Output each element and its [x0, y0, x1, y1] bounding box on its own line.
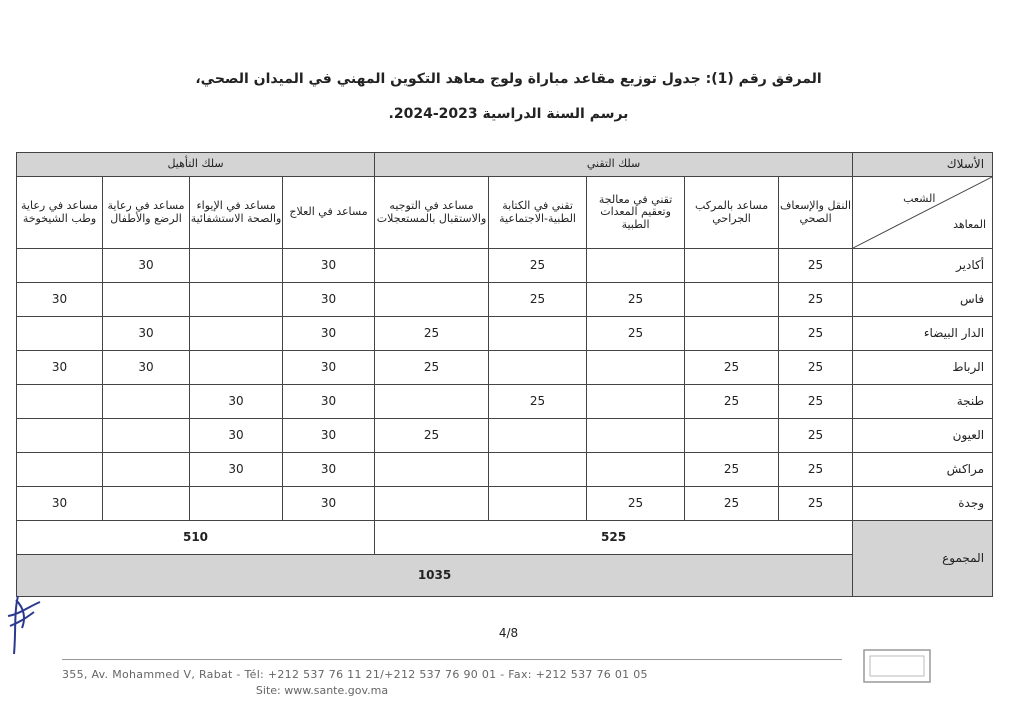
footer-site: Site: www.sante.gov.ma [255, 684, 389, 697]
seat-count-cell: 25 [375, 351, 489, 385]
footer-divider [62, 659, 842, 660]
column-header: مساعد في رعاية الرضع والأطفال [103, 177, 190, 249]
seat-count-cell: 25 [685, 453, 779, 487]
seat-count-cell [685, 419, 779, 453]
branches-institutes-corner [853, 177, 993, 249]
seat-count-cell: 30 [17, 487, 103, 521]
document-subtitle: برسم السنة الدراسية 2023-2024. [388, 106, 629, 122]
seat-count-cell: 25 [779, 317, 853, 351]
seat-count-cell [587, 419, 685, 453]
seat-count-cell: 25 [779, 419, 853, 453]
seat-count-cell: 30 [283, 419, 375, 453]
seat-count-cell [190, 487, 283, 521]
seat-count-cell: 25 [779, 385, 853, 419]
column-header: تقني في معالجة وتعقيم المعدات الطبية [587, 177, 685, 249]
column-header: مساعد في العلاج [283, 177, 375, 249]
seat-count-cell [587, 351, 685, 385]
column-header: مساعد في التوجيه والاستقبال بالمستعجلات [375, 177, 489, 249]
seat-count-cell [17, 249, 103, 283]
subtotal-row [17, 521, 993, 555]
institute-name: مراكش [853, 453, 993, 487]
corps-header: الأسلاك [853, 153, 993, 177]
header-row-branches [17, 177, 993, 249]
institute-name: أكادير [853, 249, 993, 283]
seat-count-cell [103, 283, 190, 317]
table-row [17, 351, 993, 385]
table-row [17, 283, 993, 317]
seat-count-cell: 30 [103, 317, 190, 351]
seat-count-cell [587, 249, 685, 283]
qualification-total: 510 [17, 521, 375, 555]
seat-count-cell [587, 453, 685, 487]
seat-count-cell: 25 [587, 317, 685, 351]
seat-count-cell [375, 453, 489, 487]
table-row [17, 249, 993, 283]
seat-count-cell [587, 385, 685, 419]
seat-distribution-table [16, 152, 993, 597]
seat-count-cell: 25 [779, 487, 853, 521]
document-title: المرفق رقم (1): جدول توزيع مقاعد مباراة ولوج معاهد التكوين المهني في الميدان الصحي، [195, 71, 822, 87]
seat-count-cell: 25 [779, 351, 853, 385]
seat-count-cell: 25 [489, 283, 587, 317]
seat-count-cell: 30 [17, 351, 103, 385]
seat-count-cell: 25 [587, 283, 685, 317]
table-row [17, 385, 993, 419]
institute-name: طنجة [853, 385, 993, 419]
seat-count-cell: 30 [283, 283, 375, 317]
seat-count-cell: 30 [283, 351, 375, 385]
seat-count-cell: 25 [489, 249, 587, 283]
column-header: النقل والإسعاف الصحي [779, 177, 853, 249]
seat-count-cell: 25 [779, 283, 853, 317]
seat-count-cell [375, 283, 489, 317]
institute-name: الرباط [853, 351, 993, 385]
column-header: مساعد في رعاية وطب الشيخوخة [17, 177, 103, 249]
seat-count-cell: 25 [685, 487, 779, 521]
table-row [17, 317, 993, 351]
grand-total: 1035 [17, 555, 853, 597]
seat-count-cell [17, 385, 103, 419]
signature-mark [4, 592, 44, 656]
seat-count-cell [489, 351, 587, 385]
branches-label: الشعب [903, 192, 936, 205]
column-header: مساعد في الإيواء والصحة الاستشفائية [190, 177, 283, 249]
footer-address: 355, Av. Mohammed V, Rabat - Tél: +212 537 76 11 21/+212 537 76 90 01 - Fax: +212 537 76 01 05 [62, 668, 648, 681]
seat-count-cell: 25 [375, 317, 489, 351]
seat-count-cell: 30 [103, 249, 190, 283]
seat-count-cell [685, 317, 779, 351]
seat-count-cell [17, 317, 103, 351]
seat-count-cell: 25 [779, 453, 853, 487]
seat-count-cell: 30 [283, 487, 375, 521]
column-header: مساعد بالمركب الجراحي [685, 177, 779, 249]
total-label: المجموع [853, 521, 993, 597]
seat-count-cell: 25 [685, 351, 779, 385]
technician-corps-header: سلك التقني [375, 153, 853, 177]
seat-count-cell [685, 249, 779, 283]
table-row [17, 419, 993, 453]
seat-count-cell [375, 385, 489, 419]
seat-count-cell [17, 419, 103, 453]
seat-count-cell: 30 [17, 283, 103, 317]
seat-count-cell: 25 [685, 385, 779, 419]
seat-count-cell [489, 317, 587, 351]
seat-count-cell [685, 283, 779, 317]
column-header: تقني في الكتابة الطبية-الاجتماعية [489, 177, 587, 249]
seat-count-cell [103, 385, 190, 419]
ministry-logo [862, 646, 932, 686]
header-row-corps [17, 153, 993, 177]
seat-count-cell: 30 [283, 453, 375, 487]
seat-count-cell: 30 [283, 317, 375, 351]
seat-count-cell [190, 283, 283, 317]
seat-count-cell [489, 453, 587, 487]
institute-name: وجدة [853, 487, 993, 521]
seat-count-cell: 30 [190, 385, 283, 419]
seat-count-cell [17, 453, 103, 487]
technician-total: 525 [375, 521, 853, 555]
qualification-corps-header: سلك التأهيل [17, 153, 375, 177]
seat-count-cell [103, 453, 190, 487]
seat-count-cell [190, 351, 283, 385]
seat-count-cell [489, 487, 587, 521]
seat-count-cell: 30 [190, 419, 283, 453]
seat-count-cell [375, 487, 489, 521]
institute-name: الدار البيضاء [853, 317, 993, 351]
seat-count-cell [190, 317, 283, 351]
seat-count-cell [103, 419, 190, 453]
table-row [17, 487, 993, 521]
seat-count-cell [190, 249, 283, 283]
seat-count-cell: 25 [489, 385, 587, 419]
grand-total-row [17, 555, 993, 597]
seat-count-cell [375, 249, 489, 283]
institute-name: العيون [853, 419, 993, 453]
seat-count-cell: 30 [283, 249, 375, 283]
diagonal-line [853, 177, 992, 248]
seat-count-cell: 30 [103, 351, 190, 385]
institute-name: فاس [853, 283, 993, 317]
table-row [17, 453, 993, 487]
seat-count-cell: 30 [190, 453, 283, 487]
page-number: 4/8 [498, 626, 519, 640]
seat-count-cell: 25 [587, 487, 685, 521]
institutes-label: المعاهد [953, 218, 987, 232]
seat-count-cell [489, 419, 587, 453]
seat-count-cell: 25 [779, 249, 853, 283]
seat-count-cell: 30 [283, 385, 375, 419]
seat-count-cell: 25 [375, 419, 489, 453]
seat-count-cell [103, 487, 190, 521]
